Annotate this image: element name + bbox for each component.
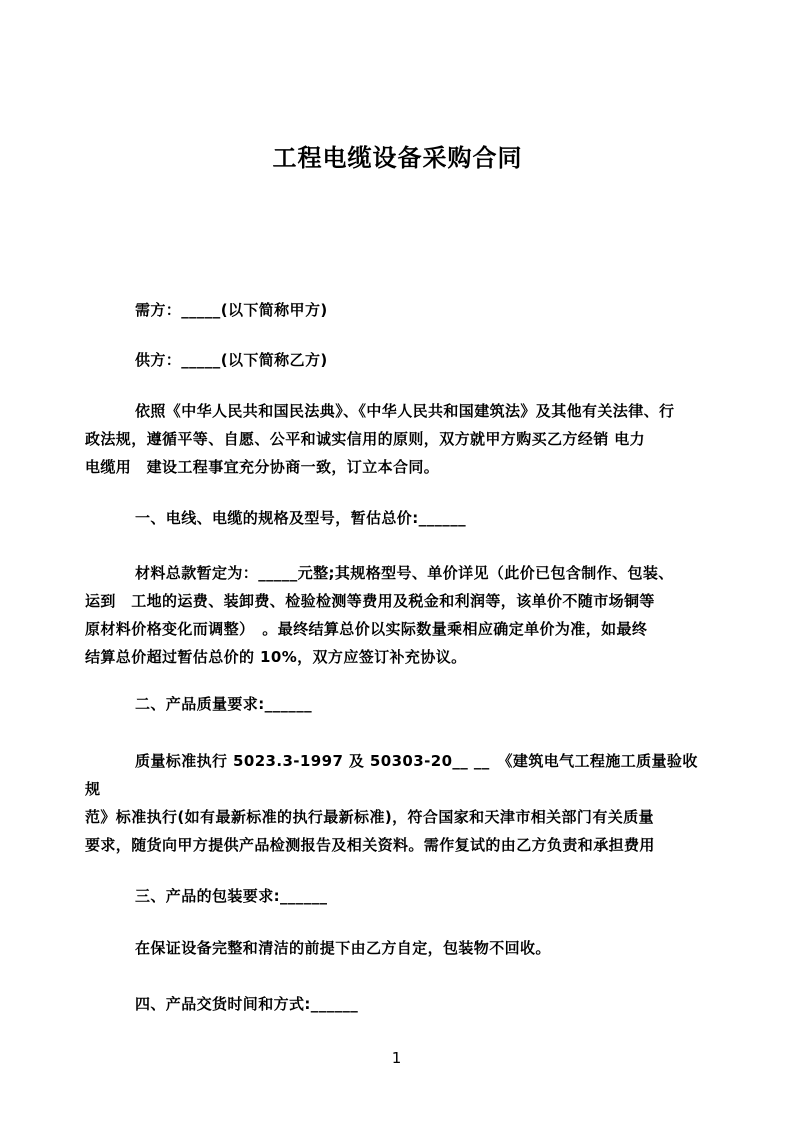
preamble-line: 依照《中华人民共和国民法典》、《中华人民共和国建筑法》及其他有关法律、行 xyxy=(135,402,675,420)
page-number: 1 xyxy=(391,1049,402,1067)
price-clause-line: 运到 工地的运费、装卸费、检验检测等费用及税金和利润等，该单价不随市场铜等 xyxy=(85,592,655,610)
seller-line: 供方：_____(以下简称乙方) xyxy=(135,351,328,369)
quality-clause-line: 要求，随货向甲方提供产品检测报告及相关资料。需作复试的由乙方负责和承担费用 xyxy=(85,836,655,854)
buyer-line: 需方：_____(以下简称甲方) xyxy=(135,301,328,319)
section-2-heading: 二、产品质量要求:______ xyxy=(135,695,312,713)
page-footer xyxy=(0,1048,793,1068)
preamble-line: 政法规，遵循平等、自愿、公平和诚实信用的原则，双方就甲方购买乙方经销 电力 xyxy=(85,430,646,448)
quality-clause-line: 范》标准执行(如有最新标准的执行最新标准)，符合国家和天津市相关部门有关质量 xyxy=(85,808,654,826)
price-clause-line: 材料总款暂定为：_____元整;其规格型号、单价详见（此价已包含制作、包装、 xyxy=(135,564,674,582)
preamble-line: 电缆用 建设工程事宜充分协商一致，订立本合同。 xyxy=(85,458,440,476)
quality-clause-paragraph xyxy=(85,747,710,859)
section-3-heading: 三、产品的包装要求:______ xyxy=(135,887,328,905)
section-1-heading: 一、电线、电缆的规格及型号，暂估总价:______ xyxy=(135,509,467,527)
section-4-heading: 四、产品交货时间和方式:______ xyxy=(135,995,359,1013)
price-clause-paragraph xyxy=(85,559,710,671)
document-title: 工程电缆设备采购合同 xyxy=(272,144,523,172)
packaging-clause-line: 在保证设备完整和清洁的前提下由乙方自定，包装物不回收。 xyxy=(135,939,551,957)
price-clause-line: 原材料价格变化而调整） 。最终结算总价以实际数量乘相应确定单价为准，如最终 xyxy=(85,620,648,638)
price-clause-line: 结算总价超过暂估总价的 10%，双方应签订补充协议。 xyxy=(85,648,467,666)
preamble-paragraph xyxy=(85,397,710,481)
quality-clause-line: 质量标准执行 5023.3-1997 及 50303-20__ __ 《建筑电气工程施工质量验收规 xyxy=(85,752,698,798)
